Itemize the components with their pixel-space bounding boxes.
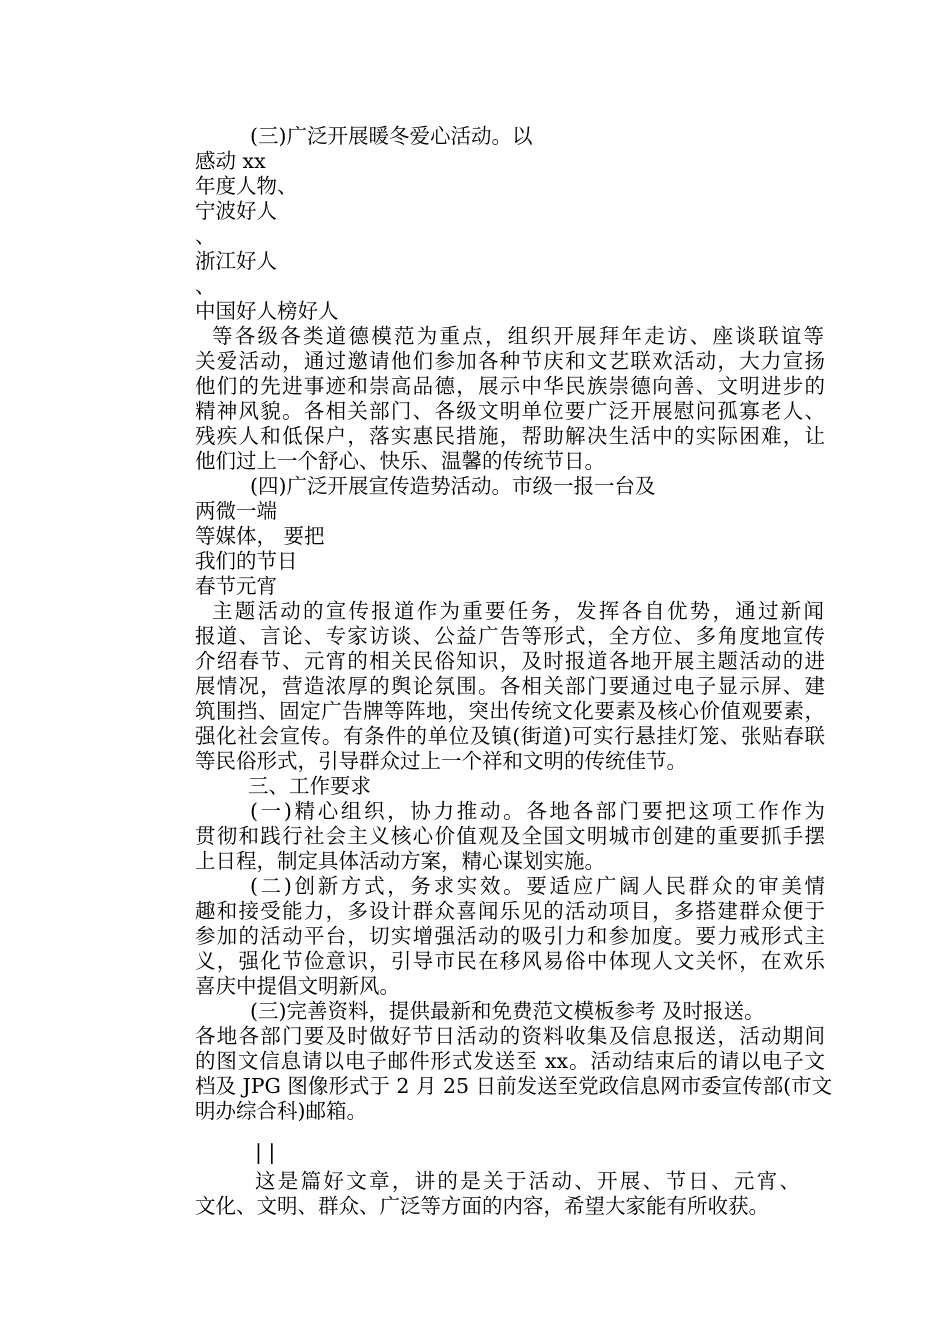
footer-line: 文化、文明、群众、广泛等方面的内容，希望大家能有所收获。 — [195, 1194, 769, 1218]
text-line: 贯彻和践行社会主义核心价值观及全国文明城市创建的重要抓手摆 — [195, 824, 825, 848]
paragraph-heading: (四)广泛开展宣传造势活动。市级一报一台及 — [250, 474, 656, 498]
text-line: 筑围挡、固定广告牌等阵地，突出传统文化要素及核心价值观要素， — [195, 699, 825, 723]
text-line: 趣和接受能力，多设计群众喜闻乐见的活动项目，多搭建群众便于 — [195, 899, 825, 923]
text-line: 报道、言论、专家访谈、公益广告等形式，全方位、多角度地宣传 — [195, 624, 825, 648]
text-line: 上日程，制定具体活动方案，精心谋划实施。 — [195, 849, 605, 873]
text-line: 等民俗形式，引导群众过上一个祥和文明的传统佳节。 — [195, 749, 687, 773]
footer-line: 这是篇好文章，讲的是关于活动、开展、节日、元宵、 — [255, 1169, 800, 1193]
paragraph-heading: (三)广泛开展暖冬爱心活动。以 — [250, 124, 533, 148]
paragraph-heading: (二)创新方式，务求实效。要适应广阔人民群众的审美情 — [250, 874, 825, 898]
text-line: 义，强化节俭意识，引导市民在移风易俗中体现人文关怀，在欢乐 — [195, 949, 825, 973]
text-line: 喜庆中提倡文明新风。 — [195, 974, 400, 998]
text-line: 精神风貌。各相关部门、各级文明单位要广泛开展慰问孤寡老人、 — [195, 399, 825, 423]
text-line: 他们的先进事迹和崇高品德，展示中华民族崇德向善、文明进步的 — [195, 374, 825, 398]
text-line: 宁波好人 — [195, 199, 277, 223]
text-line: 参加的活动平台，切实增强活动的吸引力和参加度。要力戒形式主 — [195, 924, 825, 948]
text-line: 他们过上一个舒心、快乐、温馨的传统节日。 — [195, 449, 605, 473]
text-line: 春节元宵 — [195, 574, 277, 598]
text-line: 等各级各类道德模范为重点，组织开展拜年走访、座谈联谊等 — [212, 324, 824, 348]
paragraph-heading: (一)精心组织，协力推动。各地各部门要把这项工作作为 — [250, 799, 825, 823]
text-line: 中国好人榜好人 — [195, 299, 339, 323]
text-line: 感动 xx — [195, 149, 266, 173]
text-line: 介绍春节、元宵的相关民俗知识，及时报道各地开展主题活动的进 — [195, 649, 825, 673]
text-line: 等媒体， 要把 — [195, 524, 325, 548]
text-line: 我们的节日 — [195, 549, 298, 573]
separator: | | — [255, 1140, 276, 1164]
text-line: 展情况，营造浓厚的舆论氛围。各相关部门要通过电子显示屏、建 — [195, 674, 825, 698]
text-line: 、 — [195, 224, 216, 248]
paragraph-heading: (三)完善资料，提供最新和免费范文模板参考 及时报送。 — [250, 999, 765, 1023]
text-line: 年度人物、 — [195, 174, 298, 198]
text-line: 、 — [195, 274, 216, 298]
text-line: 浙江好人 — [195, 249, 277, 273]
text-line: 档及 JPG 图像形式于 2 月 25 日前发送至党政信息网市委宣传部(市文 — [195, 1074, 833, 1098]
section-heading: 三、工作要求 — [248, 774, 371, 798]
text-line: 主题活动的宣传报道作为重要任务，发挥各自优势，通过新闻 — [212, 599, 824, 623]
text-line: 各地各部门要及时做好节日活动的资料收集及信息报送，活动期间 — [195, 1024, 825, 1048]
text-line: 明办综合科)邮箱。 — [195, 1099, 367, 1123]
text-line: 两微一端 — [195, 499, 277, 523]
text-line: 的图文信息请以电子邮件形式发送至 xx。活动结束后的请以电子文 — [195, 1049, 825, 1073]
text-line: 强化社会宣传。有条件的单位及镇(街道)可实行悬挂灯笼、张贴春联 — [195, 724, 825, 748]
text-line: 关爱活动，通过邀请他们参加各种节庆和文艺联欢活动，大力宣扬 — [195, 349, 825, 373]
text-line: 残疾人和低保户，落实惠民措施，帮助解决生活中的实际困难，让 — [195, 424, 825, 448]
